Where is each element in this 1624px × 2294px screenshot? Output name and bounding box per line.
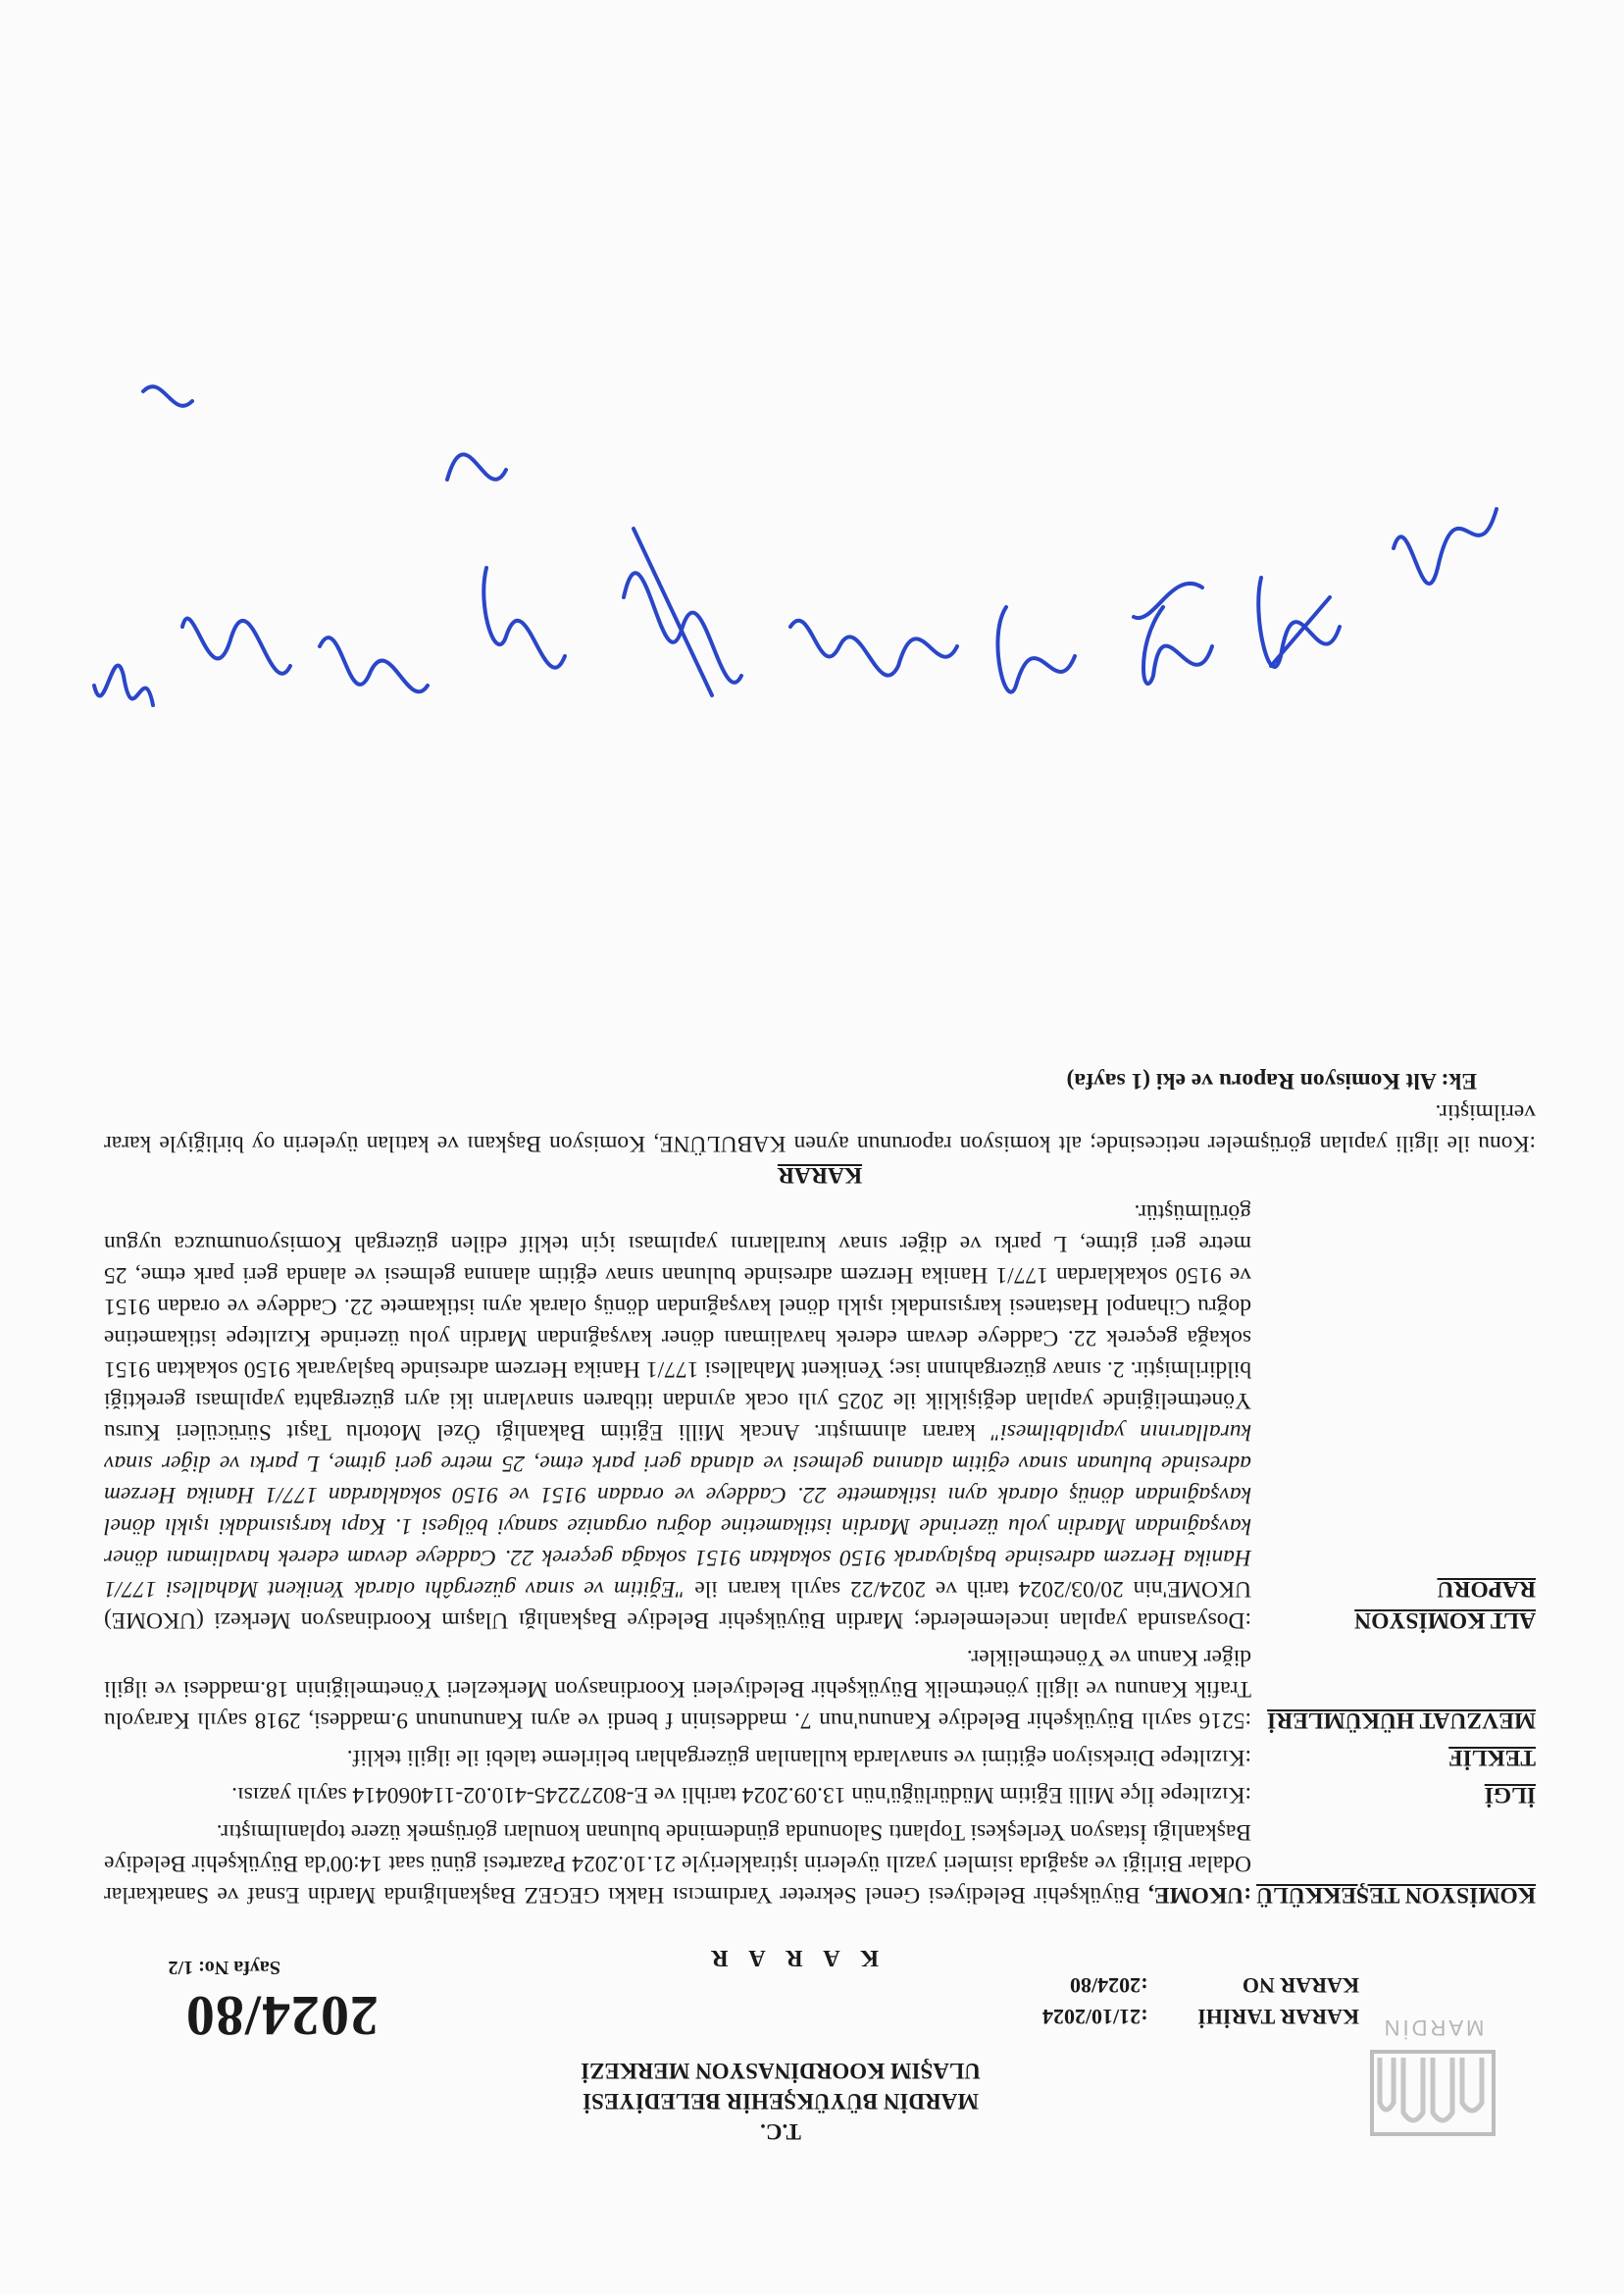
teklif-text: :Kızıltepe Direksiyon eğitimi ve sınavlarda kullanılan güzergahları belirleme talebi ile ilgili teklif. <box>346 1745 1251 1770</box>
header-line-1: T.C. <box>760 2119 801 2144</box>
signature-2 <box>1258 578 1340 667</box>
section-komisyon <box>104 1816 1536 1911</box>
municipality-logo <box>1354 2005 1511 2142</box>
decision-number: 2024/80 <box>184 1984 379 2048</box>
signature-4 <box>997 607 1075 692</box>
header-line-2: MARDİN BÜYÜKŞEHİR BELEDİYESİ <box>583 2089 979 2114</box>
signature-8 <box>320 637 428 691</box>
section-rapor <box>104 1197 1536 1636</box>
komisyon-lead: :UKOME, <box>1147 1882 1251 1908</box>
mevzuat-text: :5216 sayılı Büyükşehir Belediye Kanunu'nun 7. maddesinin f bendi ve aynı Kanununun 9.maddesi, 2918 sayılı Karayolu Trafik Kanunu ve ilgili yönetmelik Büyükşehir Belediyeleri Koordinasyon Merkezleri Yönetmeliğinin 18.maddesi ve ilgili diğer Kanun ve Yönetmelikler. <box>104 1645 1251 1733</box>
document-title: K A R A R <box>703 1945 879 1970</box>
document-header <box>486 2056 1075 2147</box>
rapor-intro: :Dosyasında yapılan incelemelerde; Mardin Büyükşehir Belediye Başkanlığı Ulaşım Koordinasyon Merkezi (UKOME) UKOME'nin 20/03/2024 tarih ve 2024/22 sayılı kararı ile <box>104 1576 1251 1633</box>
signature-6 <box>624 529 741 695</box>
document-body <box>104 1065 1536 1916</box>
karar-no-label: KARAR NO <box>1242 1973 1359 1998</box>
karar-text: :Konu ile ilgili yapılan görüşmeler neticesinde; alt komisyon raporunun aynen KABULÜNE, Komisyon Başkanı ve katılan üyelerin oy birliğiyle karar verilmiştir. <box>104 1099 1536 1156</box>
logo-text: MARDİN <box>1381 2015 1485 2040</box>
karar-heading: KARAR <box>777 1162 863 1188</box>
signature-10 <box>94 665 153 705</box>
signature-1 <box>1394 509 1497 584</box>
signature-11 <box>143 386 506 480</box>
section-mevzuat <box>104 1642 1536 1736</box>
signature-9 <box>182 619 290 674</box>
komisyon-text: Büyükşehir Belediyesi Genel Sekreter Yardımcısı Hakkı GEGEZ Başkanlığında Mardin Esnaf ve Sanatkarlar Odalar Birliği ve aşağıda isimleri yazılı üyelerin iştirakleriyle 21.10.2024 Pazartesi günü saat 14:00'da Büyükşehir Belediye Başkanlığı İstasyon Yerleşkesi Toplantı Salonunda gündeminde bulunan konuları görüşmek üzere toplanılmıştır. <box>103 1819 1251 1908</box>
header-line-3: ULAŞIM KOORDİNASYON MERKEZİ <box>581 2059 981 2083</box>
karar-tarihi-value: :21/10/2024 <box>1041 2005 1148 2029</box>
section-teklif <box>104 1742 1536 1773</box>
karar-no-value: :2024/80 <box>1070 1973 1148 1998</box>
section-karar <box>104 1065 1536 1191</box>
signature-3 <box>1134 584 1212 684</box>
ilgi-text: :Kızıltepe İlçe Milli Eğitim Müdürlüğü'nün 13.09.2024 tarihli ve E-80272245-410.02-114060414 sayılı yazısı. <box>231 1782 1251 1808</box>
signature-5 <box>790 621 957 676</box>
signature-7 <box>483 568 565 668</box>
page-number: Sayfa No: 1/2 <box>168 1957 280 1978</box>
karar-tarihi-label: KARAR TARİHİ <box>1197 2005 1359 2029</box>
attachment-note: Ek: Alt Komisyon Raporu ve eki (1 sayfa) <box>1066 1068 1477 1094</box>
signatures-area <box>0 136 1624 823</box>
ilgi-heading: İLGİ <box>1484 1782 1536 1808</box>
teklif-heading: TEKLİF <box>1448 1745 1536 1770</box>
komisyon-heading: KOMİSYON TEŞEKKÜLÜ <box>1256 1882 1536 1908</box>
rapor-body: kararı alınmıştır. Ancak Milli Eğitim Bakanlığı Özel Motorlu Taşıt Sürücüleri Kursu Yönetmeliğinde yapılan değişiklik ile 2025 yılı ocak ayından itibaren sınavların iki ayrı güzergahta yapılması gerektiği bildirilmiştir. 2. sınav güzergahının ise; Yenikent Mahallesi 177/1 Hanika Herzem adresinde başlayarak 9150 sokaktan 9151 sokağa geçerek 22. Caddeye devam ederek havalimanı döner kavşağından Mardin yolu üzerinde Kızıltepe istikametine doğru Cihanpol Hastanesi karşısındaki ışıklı dönel kavşağından dönüş olarak aynı istikamete 22. Caddeye ve oradan 9151 ve 9150 sokaklardan 177/1 Hanika Herzem adresinde bulunan sınav eğitim alanına gelmesi ve alanda geri park etme, 25 metre geri gitme, L parkı ve diğer sınav kurallarını yapılması için teklif edilen güzergah Komisyonumuzca uygun görülmüştür. <box>103 1199 1251 1445</box>
mevzuat-heading: MEVZUAT HÜKÜMLERİ <box>1267 1708 1536 1733</box>
rapor-quoted-decision: "Eğitim ve sınav güzergâhı olarak Yenikent Mahallesi 177/1 Hanika Herzem adresinde başlayarak 9150 sokaktan 9151 sokağa geçerek 22. Caddeye devam ederek havalimanı döner kavşağından Mardin yolu üzerinde Mardin istikametine doğru organize sanayi bölgesi 1. Kapı karşısındaki ışıklı dönel kavşağından dönüş olarak aynı istikamette 22. Caddeye ve oradan 9151 ve 9150 sokaklardan 177/1 Hanika Herzem adresinde bulunan sınav eğitim alanına gelmesi ve alanda geri park etme, 25 metre geri gitme, L parkı ve diğer sınav kurallarının yapılabilmesi" <box>103 1419 1251 1602</box>
section-ilgi <box>104 1779 1536 1810</box>
rapor-heading: ALT KOMİSYON RAPORU <box>1354 1576 1536 1633</box>
